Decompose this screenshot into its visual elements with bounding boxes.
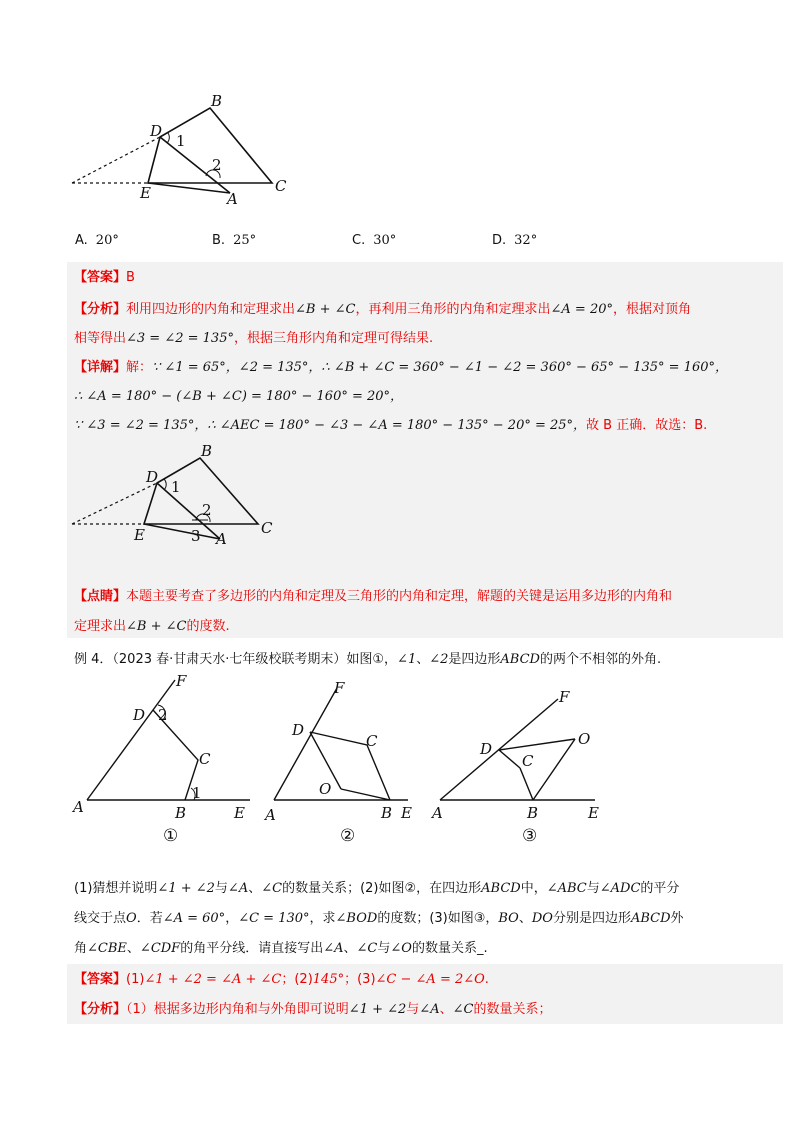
label-C: C: [275, 177, 287, 195]
label-A: A: [227, 190, 238, 208]
label-A: A: [265, 806, 276, 824]
figure-example-4-2: [262, 672, 422, 832]
analysis-1-line-1: 【分析】利用四边形的内角和定理求出∠B + ∠C，再利用三角形的内角和定理求出∠A = 20°，根据对顶角: [74, 302, 691, 317]
detail-1-line-2: ∴ ∠A = 180° − (∠B + ∠C) = 180° − 160° = 20°，: [74, 389, 404, 404]
label-F: F: [176, 672, 187, 690]
figure-quadrilateral-2: [60, 440, 290, 550]
label-angle-2: 2: [158, 706, 168, 724]
figure-label-2: ②: [340, 826, 356, 846]
example-4-heading: 例 4．（2023 春·甘肃天水·七年级校联考期末）如图①，∠1、∠2是四边形ABCD的两个不相邻的外角.: [74, 652, 662, 667]
detail-1-line-1: 【详解】解：∵ ∠1 = 65°，∠2 = 135°，∴ ∠B + ∠C = 360° − ∠1 − ∠2 = 360° − 65° − 135° = 160°，: [74, 360, 728, 375]
label-angle-2: 2: [202, 501, 212, 519]
label-C: C: [522, 752, 534, 770]
label-B: B: [175, 804, 187, 822]
option-d[interactable]: D. 32°: [492, 233, 538, 248]
figure-label-3: ③: [522, 826, 538, 846]
label-angle-1: 1: [176, 132, 186, 150]
label-E: E: [134, 526, 145, 544]
comment-1-line-2: 定理求出∠B + ∠C的度数.: [74, 619, 230, 634]
label-C: C: [261, 519, 273, 537]
label-B: B: [527, 804, 539, 822]
label-O: O: [319, 780, 332, 798]
option-a[interactable]: A. 20°: [75, 233, 119, 248]
label-D: D: [146, 468, 159, 486]
comment-1-line-1: 【点睛】本题主要考查了多边形的内角和定理及三角形的内角和定理，解题的关键是运用多边形的内角和: [74, 589, 673, 604]
label-O: O: [578, 730, 591, 748]
label-D: D: [133, 706, 146, 724]
label-angle-1: 1: [171, 478, 181, 496]
label-D: D: [480, 740, 493, 758]
label-B: B: [201, 442, 213, 460]
label-A: A: [216, 530, 227, 548]
label-B: B: [381, 804, 393, 822]
question-line-1: (1)猜想并说明∠1 + ∠2与∠A、∠C的数量关系；(2)如图②，在四边形ABCD中，∠ABC与∠ADC的平分: [74, 881, 680, 896]
analysis-2: 【分析】（1）根据多边形内角和与外角即可说明∠1 + ∠2与∠A、∠C的数量关系；: [74, 1002, 552, 1017]
option-b[interactable]: B. 25°: [212, 233, 257, 248]
figure-quadrilateral-1: [60, 90, 310, 210]
label-angle-2: 2: [212, 156, 222, 174]
label-A: A: [73, 798, 84, 816]
detail-1-line-3: ∵ ∠3 = ∠2 = 135°，∴ ∠AEC = 180° − ∠3 − ∠A = 180° − 135° − 20° = 25°，故 B 正确．故选：B.: [74, 418, 708, 433]
option-c[interactable]: C. 30°: [352, 233, 397, 248]
label-F: F: [559, 688, 570, 706]
label-D: D: [292, 721, 305, 739]
label-E: E: [140, 184, 151, 202]
answer-2: 【答案】(1)∠1 + ∠2 = ∠A + ∠C；(2)145°；(3)∠C − ∠A = 2∠O.: [74, 972, 489, 987]
label-E: E: [401, 804, 412, 822]
label-angle-1: 1: [192, 784, 202, 802]
label-E: E: [234, 804, 245, 822]
answer-1: 【答案】B: [74, 270, 135, 285]
question-line-3: 角∠CBE、∠CDF的角平分线．请直接写出∠A、∠C与∠O的数量关系_.: [74, 941, 488, 956]
label-A: A: [432, 804, 443, 822]
label-C: C: [366, 732, 378, 750]
analysis-1-line-2: 相等得出∠3 = ∠2 = 135°，根据三角形内角和定理可得结果.: [74, 331, 434, 346]
label-C: C: [199, 750, 211, 768]
figure-label-1: ①: [163, 826, 179, 846]
figure-example-4-3: [428, 672, 628, 832]
figure-example-4-1: [65, 672, 265, 832]
label-D: D: [150, 122, 163, 140]
question-line-2: 线交于点O．若∠A = 60°，∠C = 130°，求∠BOD的度数；(3)如图③，BO、DO分别是四边形ABCD外: [74, 911, 684, 926]
label-angle-3: 3: [191, 527, 201, 545]
label-B: B: [211, 92, 223, 110]
label-E: E: [588, 804, 599, 822]
label-F: F: [334, 679, 345, 697]
